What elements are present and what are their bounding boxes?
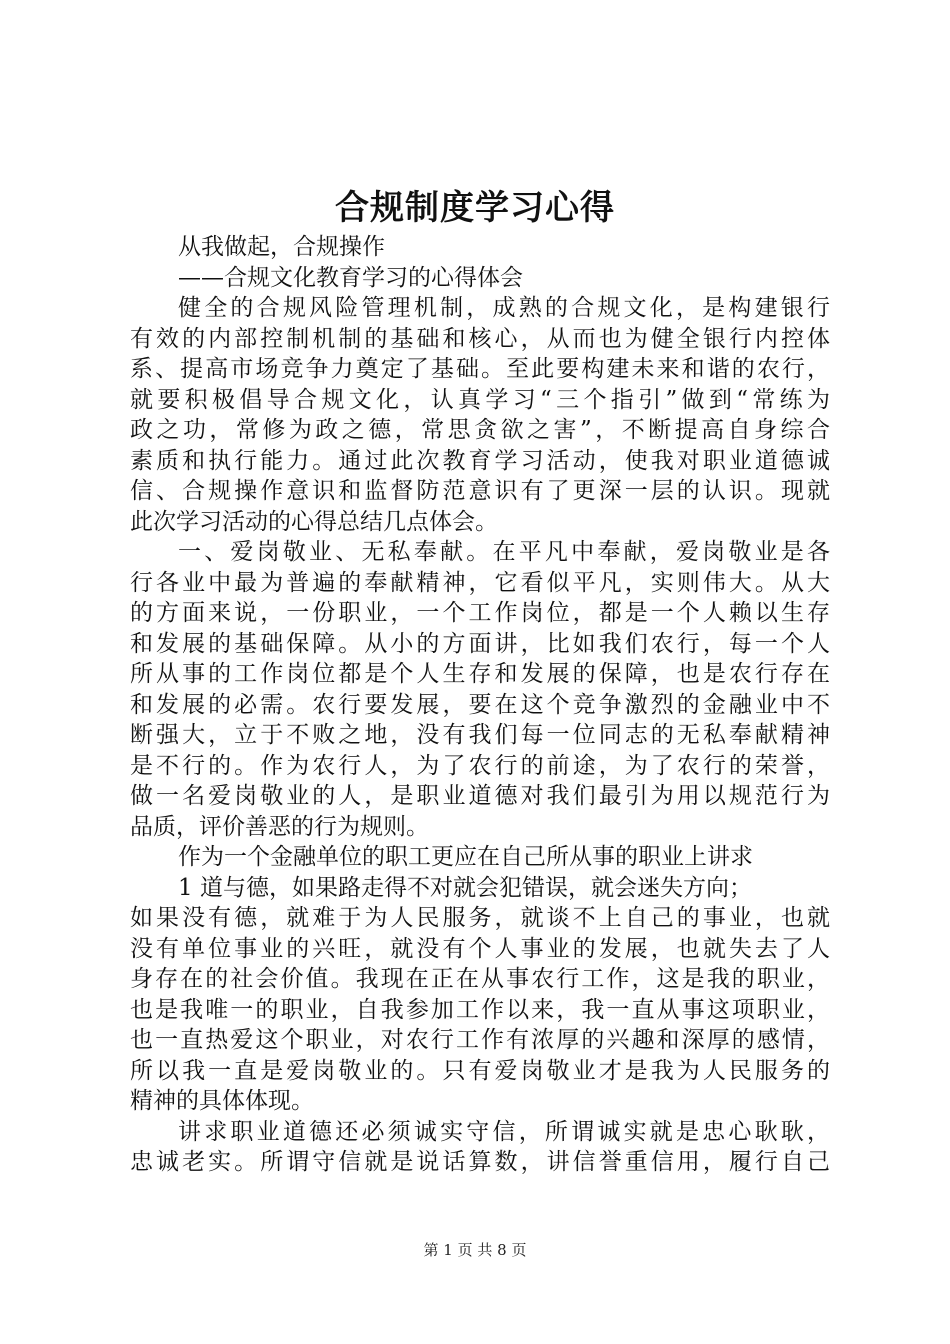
text-line: 和发展的基础保障。从小的方面讲，比如我们农行，每一个人 xyxy=(130,630,830,657)
text-line: ——合规文化教育学习的心得体会 xyxy=(178,264,523,291)
text-line: 素质和执行能力。通过此次教育学习活动，使我对职业道德诚 xyxy=(130,447,830,474)
text-line: 有效的内部控制机制的基础和核心，从而也为健全银行内控体 xyxy=(130,325,830,352)
text-line: 行各业中最为普遍的奉献精神，它看似平凡，实则伟大。从大 xyxy=(130,569,830,596)
text-line: 也是我唯一的职业，自我参加工作以来，我一直从事这项职业， xyxy=(130,996,830,1023)
text-line: 如果没有德，就难于为人民服务，就谈不上自己的事业，也就 xyxy=(130,905,830,931)
text-line: 断强大，立于不败之地，没有我们每一位同志的无私奉献精神 xyxy=(130,722,830,748)
text-line: 身存在的社会价值。我现在正在从事农行工作，这是我的职业， xyxy=(130,966,830,992)
text-line: 政之功，常修为政之德，常思贪欲之害”，不断提高自身综合 xyxy=(130,417,830,443)
text-line: 此次学习活动的心得总结几点体会。 xyxy=(130,508,498,535)
text-line: 做一名爱岗敬业的人，是职业道德对我们最引为用以规范行为 xyxy=(130,783,830,809)
page-footer: 第 1 页 共 8 页 xyxy=(423,1241,527,1259)
document-body xyxy=(130,232,830,1178)
text-line: 没有单位事业的兴旺，就没有个人事业的发展，也就失去了人 xyxy=(130,935,830,962)
text-line: 从我做起，合规操作 xyxy=(178,234,385,260)
text-line: 作为一个金融单位的职工更应在自己所从事的职业上讲求 xyxy=(178,844,753,870)
text-line: 讲求职业道德还必须诚实守信，所谓诚实就是忠心耿耿， xyxy=(178,1118,830,1145)
text-line: 所从事的工作岗位都是个人生存和发展的保障，也是农行存在 xyxy=(130,661,830,687)
document-title: 合规制度学习心得 xyxy=(335,188,615,228)
text-line: 是不行的。作为农行人，为了农行的前途，为了农行的荣誉， xyxy=(130,752,830,779)
text-line: 品质，评价善恶的行为规则。 xyxy=(130,813,429,840)
text-line: 的方面来说，一份职业，一个工作岗位，都是一个人赖以生存 xyxy=(130,600,830,626)
text-line: 忠诚老实。所谓守信就是说话算数，讲信誉重信用，履行自己 xyxy=(130,1149,830,1175)
text-line: 信、合规操作意识和监督防范意识有了更深一层的认识。现就 xyxy=(130,478,830,504)
text-line: 精神的具体体现。 xyxy=(130,1088,314,1114)
text-line: 一、爱岗敬业、无私奉献。在平凡中奉献，爱岗敬业是各 xyxy=(178,539,830,565)
text-line: 所以我一直是爱岗敬业的。只有爱岗敬业才是我为人民服务的 xyxy=(130,1057,830,1084)
text-line: 和发展的必需。农行要发展，要在这个竞争激烈的金融业中不 xyxy=(130,691,830,718)
text-line: 健全的合规风险管理机制，成熟的合规文化，是构建银行 xyxy=(178,295,830,321)
text-line: 就要积极倡导合规文化，认真学习“三个指引”做到“常练为 xyxy=(130,386,830,413)
text-line: 系、提高市场竞争力奠定了基础。至此要构建未来和谐的农行， xyxy=(130,356,830,382)
text-line: 也一直热爱这个职业，对农行工作有浓厚的兴趣和深厚的感情， xyxy=(130,1027,830,1053)
text-line: 1 道与德，如果路走得不对就会犯错误，就会迷失方向； xyxy=(178,874,752,901)
